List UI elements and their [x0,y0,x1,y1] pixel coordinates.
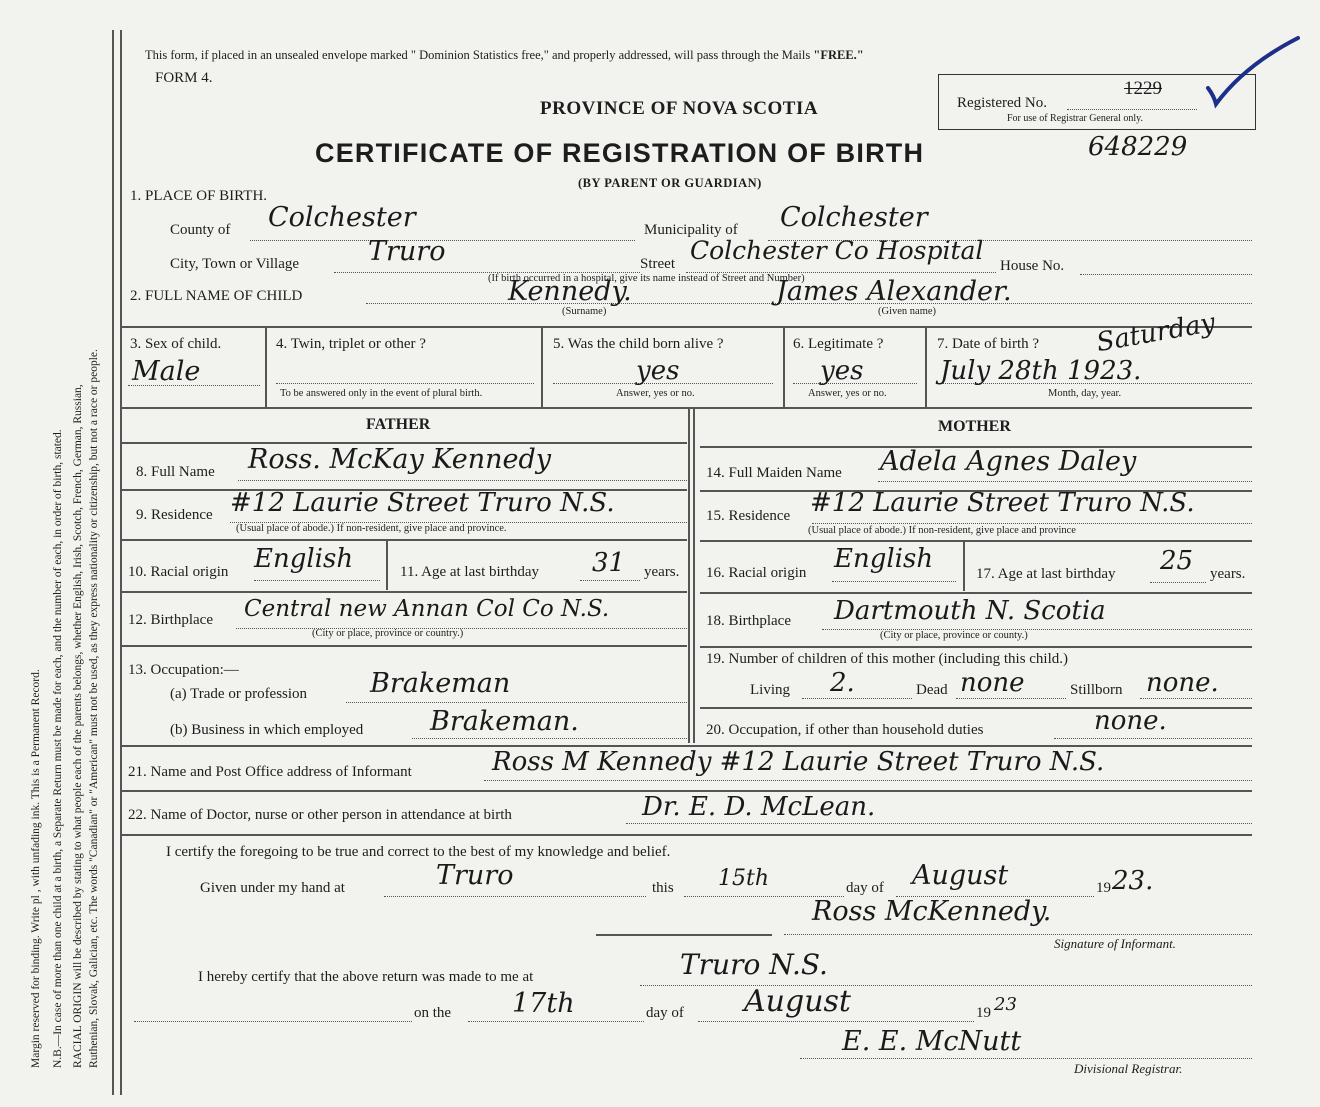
mother-race-value: English [834,544,934,574]
father-residence-caption: (Usual place of abode.) If non-resident, give place and province. [236,523,507,534]
hospital-note: (If birth occurred in a hospital, give its name instead of Street and Number) [488,273,805,284]
registration-day-value: 17th [512,988,575,1019]
father-years-label: years. [644,564,680,580]
binding-rule [112,30,114,1095]
mother-birthplace-label: 18. Birthplace [706,613,791,629]
father-business-label: (b) Business in which employed [170,722,364,738]
legitimate-label: 6. Legitimate ? [793,336,884,352]
given-year-value: 23. [1112,866,1154,896]
row-rule [700,592,1252,594]
living-value: 2. [830,668,855,698]
given-at-label: Given under my hand at [200,880,345,896]
row-rule [120,539,687,541]
county-value: Colchester [268,202,416,233]
twin-label: 4. Twin, triplet or other ? [276,336,426,352]
on-the-label: on the [414,1005,452,1021]
page-title: CERTIFICATE OF REGISTRATION OF BIRTH [315,138,925,168]
mother-occupation-label: 20. Occupation, if other than household duties [706,722,984,738]
given-month-value: August [912,860,1009,891]
informant-value: Ross M Kennedy #12 Laurie Street Truro N.S. [492,747,1105,777]
mother-occupation-value: none. [1094,706,1167,736]
living-label: Living [750,682,790,698]
cell-divider [925,327,927,407]
born-alive-value: yes [636,356,680,386]
registration-year-prefix: 19 [976,1005,991,1021]
province-heading: PROVINCE OF NOVA SCOTIA [540,98,819,119]
cell-divider [265,327,267,407]
row-rule [120,407,1252,409]
mother-heading: MOTHER [938,418,1011,435]
street-label: Street [640,256,675,272]
registrar-certify-label: I hereby certify that the above return was made to me at [198,969,534,985]
postal-notice: This form, if placed in an unsealed envelope marked " Dominion Statistics free," and properly addressed, will pass through the Mails "FREE." [145,48,864,62]
father-birthplace-label: 12. Birthplace [128,612,213,628]
given-year-prefix: 19 [1096,880,1111,896]
father-name-value: Ross. McKay Kennedy [248,444,552,475]
father-trade-value: Brakeman [370,668,511,699]
mother-years-label: years. [1210,566,1246,582]
twin-note: To be answered only in the event of plural birth. [280,388,483,399]
given-day-of-label: day of [846,880,884,896]
registered-number-struck: 1229 [1124,78,1162,99]
binding-rule-inner [120,30,122,1095]
form-number: FORM 4. [155,70,213,86]
father-birthplace-caption: (City or place, province or country.) [312,628,464,639]
mother-birthplace-value: Dartmouth N. Scotia [834,596,1106,626]
father-trade-label: (a) Trade or profession [170,686,308,702]
cell-divider [541,327,543,407]
mother-birthplace-caption: (City or place, province or county.) [880,630,1028,641]
racial-origin-note-2: Ruthenian, Slovak, Galician, etc. The words "Canadian" or "American" must not be used, as they express nationality or citizenship, but not a race or people. [88,349,100,1068]
municipality-label: Municipality of [644,222,738,238]
mother-residence-label: 15. Residence [706,508,791,524]
margin-binding-note: Margin reserved for binding. Write pl , with unfading ink. This is a Permanent Record. [30,669,42,1068]
registration-number-handwritten: 648229 [1088,132,1188,162]
registration-year-value: 23 [994,994,1017,1015]
child-name-label: 2. FULL NAME OF CHILD [130,288,303,304]
mother-age-label: 17. Age at last birthday [976,566,1116,582]
certify-statement: I certify the foregoing to be true and correct to the best of my knowledge and belief. [166,844,671,860]
mother-name-value: Adela Agnes Daley [880,446,1137,477]
given-day-value: 15th [718,866,770,891]
stillborn-value: none. [1146,668,1219,698]
father-birthplace-value: Central new Annan Col Co N.S. [244,596,610,622]
signature-rule [596,934,772,936]
row-rule [120,591,687,593]
street-value: Colchester Co Hospital [690,236,984,265]
surname-caption: (Surname) [562,306,607,317]
informant-signature: Ross McKennedy. [812,896,1052,927]
place-of-birth-heading: 1. PLACE OF BIRTH. [130,188,268,204]
mother-age-value: 25 [1160,546,1194,576]
date-of-birth-caption: Month, day, year. [1048,388,1122,399]
sex-value: Male [132,356,201,387]
informant-label: 21. Name and Post Office address of Informant [128,764,412,780]
dead-label: Dead [916,682,948,698]
father-residence-label: 9. Residence [136,507,213,523]
city-value: Truro [368,236,446,267]
registrar-general-note: For use of Registrar General only. [1007,113,1143,124]
born-alive-label: 5. Was the child born alive ? [553,336,724,352]
this-label: this [652,880,674,896]
father-age-value: 31 [592,548,626,578]
row-rule [120,645,687,647]
children-count-label: 19. Number of children of this mother (including this child.) [706,651,1069,667]
registration-month-value: August [744,984,851,1019]
father-heading: FATHER [366,416,431,433]
stillborn-label: Stillborn [1070,682,1123,698]
informant-signature-caption: Signature of Informant. [1054,936,1176,951]
date-of-birth-value: July 28th 1923. [940,356,1142,386]
checkmark-icon [1200,30,1310,110]
given-place-value: Truro [436,860,514,891]
row-rule [700,646,1252,648]
page-subtitle: (BY PARENT OR GUARDIAN) [578,176,762,190]
row-rule [120,326,1252,328]
row-rule [120,834,1252,836]
day-of-week-value: Saturday [1094,307,1218,359]
father-age-label: 11. Age at last birthday [400,564,539,580]
row-rule [700,707,1252,709]
registration-day-of-label: day of [646,1005,684,1021]
born-alive-caption: Answer, yes or no. [616,388,695,399]
city-label: City, Town or Village [170,256,300,272]
registration-place-value: Truro N.S. [680,948,828,981]
given-name-caption: (Given name) [878,306,937,317]
sex-label: 3. Sex of child. [130,336,222,352]
racial-origin-note-1: RACIAL ORIGIN will be described by stating to what people each of the parents belongs, whether English, Irish, Scotch, French, German, Russian, [72,384,84,1068]
registrar-signature: E. E. McNutt [842,1026,1022,1057]
cell-divider [963,541,965,591]
doctor-value: Dr. E. D. McLean. [642,792,876,822]
child-given-name-value: James Alexander. [776,276,1012,307]
cell-divider [386,540,388,590]
mother-race-label: 16. Racial origin [706,565,807,581]
row-rule [700,540,1252,542]
doctor-label: 22. Name of Doctor, nurse or other person in attendance at birth [128,807,512,823]
mother-name-label: 14. Full Maiden Name [706,465,842,481]
plural-birth-note: N.B.—In case of more than one child at a birth, a Separate Return must be made for each, and the number of each, in order of birth, stated. [52,429,64,1068]
father-business-value: Brakeman. [430,706,579,737]
cell-divider [783,327,785,407]
legitimate-caption: Answer, yes or no. [808,388,887,399]
column-divider [693,408,695,743]
father-name-label: 8. Full Name [136,464,215,480]
mother-residence-value: #12 Laurie Street Truro N.S. [810,488,1195,518]
dead-value: none [960,668,1025,698]
legitimate-value: yes [820,356,864,386]
father-race-label: 10. Racial origin [128,564,229,580]
mother-residence-caption: (Usual place of abode.) If non-resident, give place and province [808,525,1076,536]
father-residence-value: #12 Laurie Street Truro N.S. [230,488,615,518]
municipality-value: Colchester [780,202,928,233]
date-of-birth-label: 7. Date of birth ? [937,336,1040,352]
county-label: County of [170,222,231,238]
registered-number-label: Registered No. [957,95,1047,111]
house-number-label: House No. [1000,258,1065,274]
father-occupation-label: 13. Occupation:— [128,662,239,678]
registrar-caption: Divisional Registrar. [1074,1061,1183,1076]
column-divider [688,408,690,743]
child-surname-value: Kennedy. [508,276,632,307]
father-race-value: English [254,544,354,574]
